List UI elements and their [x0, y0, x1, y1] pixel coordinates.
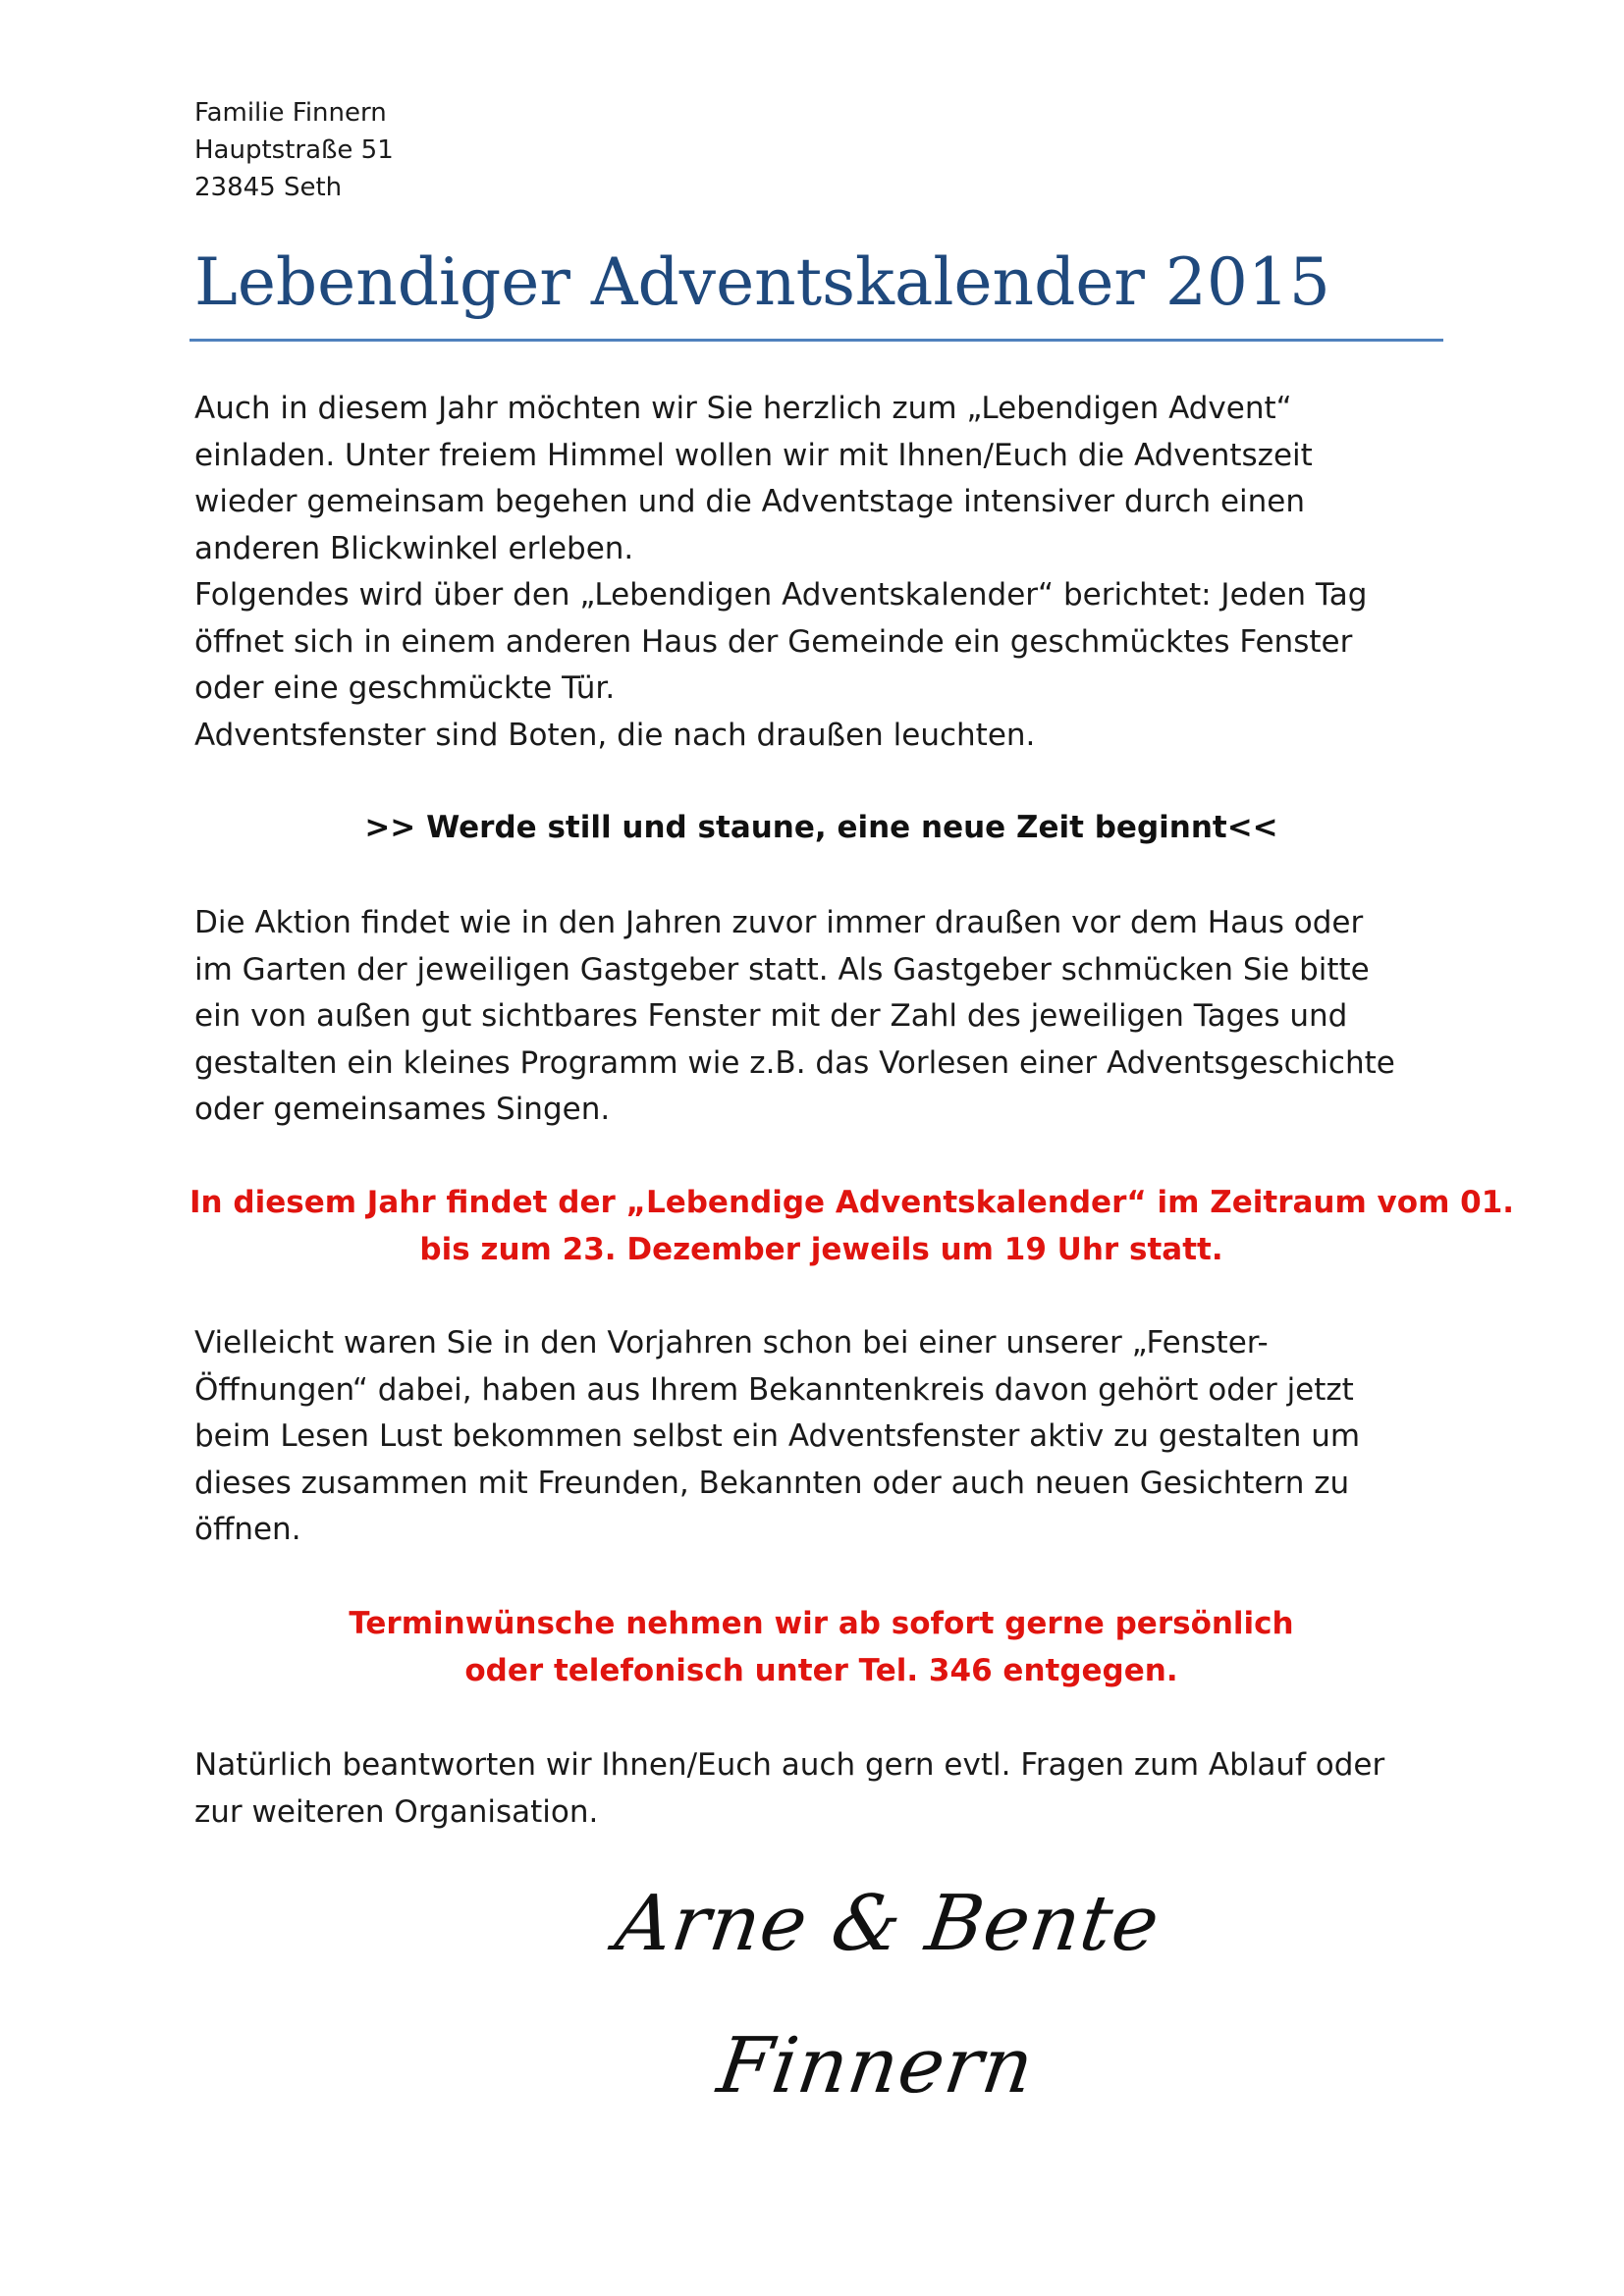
action-line: oder gemeinsames Singen.: [194, 1092, 611, 1127]
invitation-line: Öffnungen“ dabei, haben aus Ihrem Bekanntenkreis davon gehört oder jetzt: [194, 1371, 1354, 1408]
intro-line: Folgendes wird über den „Lebendigen Adventskalender“ berichtet: Jeden Tag: [194, 577, 1368, 613]
closing-line: zur weiteren Organisation.: [194, 1793, 599, 1830]
intro-line: einladen. Unter freiem Himmel wollen wir mit Ihnen/Euch die Adventszeit: [194, 437, 1313, 473]
contact-highlight-line: Terminwünsche nehmen wir ab sofort gerne persönlich: [349, 1606, 1294, 1641]
intro-line: öffnet sich in einem anderen Haus der Gemeinde ein geschmücktes Fenster: [194, 623, 1353, 660]
action-paragraph: [194, 900, 1451, 1134]
intro-line: Auch in diesem Jahr möchten wir Sie herzlich zum „Lebendigen Advent“: [194, 391, 1292, 426]
invitation-line: dieses zusammen mit Freunden, Bekannten oder auch neuen Gesichtern zu: [194, 1465, 1350, 1501]
contact-highlight: [189, 1601, 1453, 1694]
document-title: Lebendiger Adventskalender 2015: [194, 244, 1330, 320]
sender-street: Hauptstraße 51: [194, 135, 394, 165]
action-line: gestalten ein kleines Programm wie z.B. das Vorlesen einer Adventsgeschichte: [194, 1044, 1395, 1081]
intro-line: oder eine geschmückte Tür.: [194, 670, 616, 706]
date-highlight: [189, 1180, 1515, 1273]
action-line: Die Aktion findet wie in den Jahren zuvor immer draußen vor dem Haus oder: [194, 905, 1364, 940]
intro-paragraph: [194, 386, 1451, 759]
signature-first-names: Arne & Bente: [610, 1880, 1165, 1968]
motto-text: >> Werde still und staune, eine neue Zeit beginnt<<: [364, 810, 1278, 845]
contact-highlight-line: oder telefonisch unter Tel. 346 entgegen.: [464, 1652, 1178, 1688]
sender-name: Familie Finnern: [194, 98, 387, 128]
sender-city: 23845 Seth: [194, 173, 343, 202]
sender-address: [194, 94, 394, 206]
invitation-line: öffnen.: [194, 1512, 301, 1547]
date-highlight-line: In diesem Jahr findet der „Lebendige Adventskalender“ im Zeitraum vom 01.: [189, 1185, 1515, 1220]
date-highlight-line: bis zum 23. Dezember jeweils um 19 Uhr statt.: [419, 1231, 1223, 1267]
signature-surname: Finnern: [712, 2022, 1040, 2110]
action-line: ein von außen gut sichtbares Fenster mit der Zahl des jeweiligen Tages und: [194, 998, 1348, 1034]
action-line: im Garten der jeweiligen Gastgeber statt. Als Gastgeber schmücken Sie bitte: [194, 951, 1370, 988]
intro-line: Adventsfenster sind Boten, die nach draußen leuchten.: [194, 717, 1036, 753]
invitation-paragraph: [194, 1320, 1451, 1554]
invitation-line: beim Lesen Lust bekommen selbst ein Adventsfenster aktiv zu gestalten um: [194, 1418, 1361, 1454]
closing-paragraph: [194, 1742, 1451, 1836]
closing-line: Natürlich beantworten wir Ihnen/Euch auch gern evtl. Fragen zum Ablauf oder: [194, 1747, 1385, 1783]
invitation-line: Vielleicht waren Sie in den Vorjahren schon bei einer unserer „Fenster-: [194, 1325, 1269, 1361]
motto: [189, 805, 1453, 852]
intro-line: anderen Blickwinkel erleben.: [194, 530, 634, 566]
title-underline: [189, 339, 1443, 342]
intro-line: wieder gemeinsam begehen und die Adventstage intensiver durch einen: [194, 484, 1306, 519]
